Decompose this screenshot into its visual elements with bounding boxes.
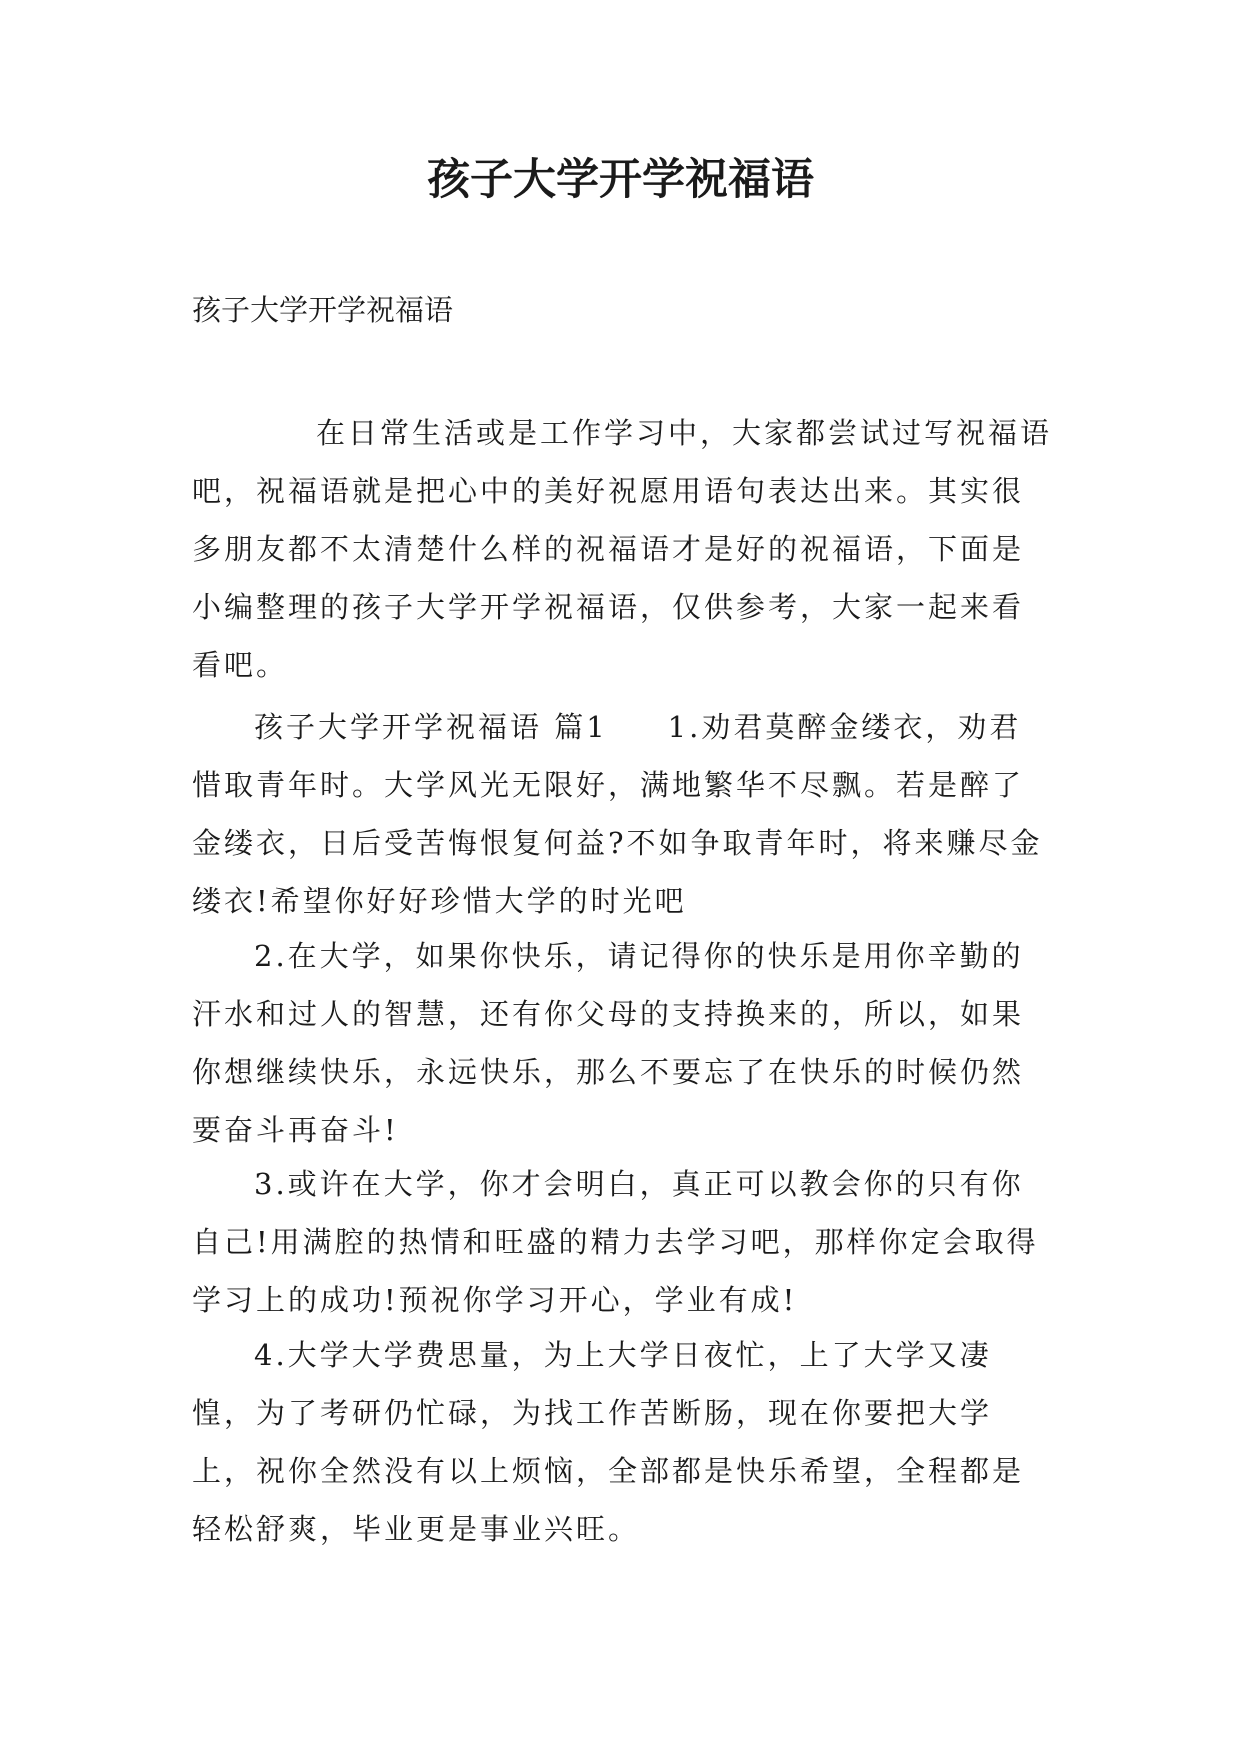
document-subtitle: 孩子大学开学祝福语	[192, 293, 454, 327]
document-title: 孩子大学开学祝福语	[427, 155, 814, 205]
item-3-paragraph: 3.或许在大学，你才会明白，真正可以教会你的只有你自己!用满腔的热情和旺盛的精力去学习吧，那样你定会取得学习上的成功!预祝你学习开心，学业有成!	[192, 1167, 1039, 1317]
item-4-paragraph: 4.大学大学费思量，为上大学日夜忙，上了大学又凄惶，为了考研仍忙碌，为找工作苦断肠，现在你要把大学上，祝你全然没有以上烦恼，全部都是快乐希望，全程都是轻松舒爽，毕业更是事业兴旺。	[192, 1338, 1025, 1546]
item-1-text: 1.劝君莫醉金缕衣，劝君惜取青年时。大学风光无限好，满地繁华不尽飘。若是醉了金缕衣，日后受苦悔恨复何益?不如争取青年时，将来赚尽金缕衣!希望你好好珍惜大学的时光吧	[192, 710, 1043, 918]
item-2-paragraph: 2.在大学，如果你快乐，请记得你的快乐是用你辛勤的汗水和过人的智慧，还有你父母的支持换来的，所以，如果你想继续快乐，永远快乐，那么不要忘了在快乐的时候仍然要奋斗再奋斗!	[192, 939, 1025, 1147]
intro-paragraph: 在日常生活或是工作学习中，大家都尝试过写祝福语吧，祝福语就是把心中的美好祝愿用语句表达出来。其实很多朋友都不太清楚什么样的祝福语才是好的祝福语，下面是小编整理的孩子大学开学祝福语，仅供参考，大家一起来看看吧。	[192, 416, 1053, 682]
item-1-paragraph	[192, 698, 1052, 930]
section-heading: 孩子大学开学祝福语 篇1	[254, 710, 608, 744]
